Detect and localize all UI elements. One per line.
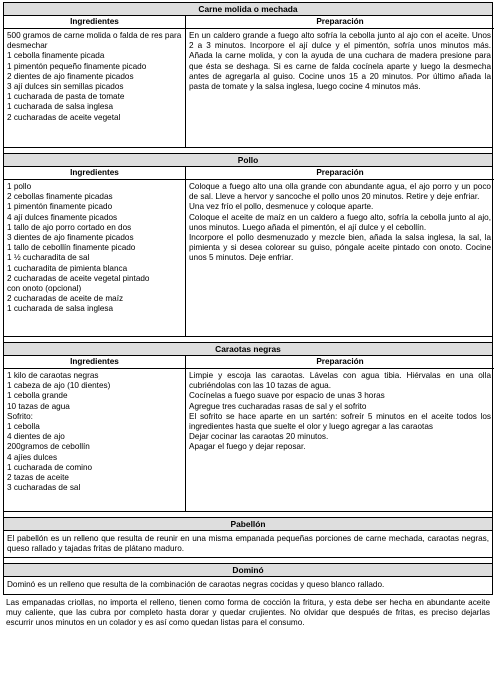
list-item: 1 pimentón finamente picado — [7, 202, 113, 212]
list-item: 1 cebolla — [7, 422, 40, 432]
pabellon-description: El pabellón es un relleno que resulta de reunir en una misma empanada pequeñas porciones de carne mechada, caraotas negras, queso rallado y tajadas fritas de plátano maduro. — [3, 531, 493, 558]
recipe-document — [3, 2, 493, 631]
list-item: 1 kilo de caraotas negras — [7, 371, 99, 380]
list-item: 1 cucharada de pasta de tomate — [7, 92, 125, 102]
list-item: En un caldero grande a fuego alto sofría la cebolla junto al ajo con el aceite. Unos 2 a 3 minutos. Incorpore el ají dulce y el pimentón, sofría unos minutos más. Añada la carne molida, y con la ayuda de una cuchara de madera presione para que ésta se deshaga. Si es carne de falda cocínela aparte y luego la desmecha antes de agregarla al guiso. Cocine unos 15 a 20 minutos. Por último añada la pasta de tomate y la salsa inglesa, luego cocine 4 minutos más. — [189, 31, 491, 92]
ingredients-header: Ingredientes — [4, 167, 186, 180]
list-item: 1 cucharada de salsa inglesa — [7, 102, 114, 112]
list-item: Dejar cocinar las caraotas 20 minutos. — [189, 432, 329, 442]
list-item: 1 pollo — [7, 182, 32, 191]
recipe-table-carne — [3, 16, 493, 147]
list-item: 2 tazas de aceite — [7, 473, 69, 483]
list-item: Cocínelas a fuego suave por espacio de unas 3 horas — [189, 391, 385, 401]
list-item: Una vez frío el pollo, desmenuce y coloque aparte. — [189, 202, 374, 212]
list-item: El sofrito se hace aparte en un sartén: sofreír 5 minutos en el aceite todos los ingredientes hasta que suelte el olor y luego agregar a las caraotas — [189, 411, 491, 432]
list-item: 500 gramos de carne molida o falda de res para desmechar — [7, 31, 182, 51]
list-item: Sofrito: — [7, 411, 33, 421]
preparation-text — [186, 29, 494, 147]
list-item: 1 ½ cucharadita de sal — [7, 253, 90, 263]
ingredients-list — [4, 29, 186, 147]
section-title-carne: Carne molida o mechada — [3, 2, 493, 16]
list-item: 1 tallo de ajo porro cortado en dos — [7, 222, 132, 232]
preparation-header: Preparación — [186, 356, 494, 369]
list-item: Agregue tres cucharadas rasas de sal y el sofrito — [189, 401, 367, 411]
section-title-pabellon: Pabellón — [3, 517, 493, 531]
list-item: 1 pimentón pequeño finamente picado — [7, 61, 147, 71]
list-item: Coloque el aceite de maíz en un caldero a fuego alto, sofría la cebolla junto al ajo, unos minutos. Luego añada el pimentón, el ají dulce y el cebollín. — [189, 212, 491, 232]
ingredients-header: Ingredientes — [4, 356, 186, 369]
list-item: 2 cucharadas de aceite vegetal pintado — [7, 273, 150, 283]
list-item: 3 dientes de ajo finamente picados — [7, 233, 134, 243]
recipe-table-pollo — [3, 167, 493, 336]
list-item: 2 cucharadas de aceite vegetal — [7, 112, 121, 122]
list-item: 1 cabeza de ajo (10 dientes) — [7, 381, 111, 391]
preparation-header: Preparación — [186, 167, 494, 180]
ingredients-header: Ingredientes — [4, 16, 186, 29]
list-item: 2 dientes de ajo finamente picados — [7, 71, 134, 81]
list-item: 2 cucharadas de aceite de maíz — [7, 294, 124, 304]
list-item: 1 tallo de cebollín finamente picado — [7, 243, 136, 253]
list-item: Limpie y escoja las caraotas. Lávelas con agua tibia. Hiérvalas en una olla cubriéndolas con las 10 tazas de agua. — [189, 371, 491, 391]
section-title-domino: Dominó — [3, 563, 493, 577]
list-item: 1 cucharadita de pimienta blanca — [7, 263, 128, 273]
section-title-caraotas: Caraotas negras — [3, 342, 493, 356]
list-item: 1 cebolla finamente picada — [7, 51, 105, 61]
list-item: 2 cebollas finamente picadas — [7, 192, 113, 202]
list-item: 3 cucharadas de sal — [7, 483, 81, 493]
list-item: 1 cucharada de comino — [7, 462, 93, 472]
list-item: Coloque a fuego alto una olla grande con abundante agua, el ajo porro y un poco de sal. Lleve a hervor y sancoche el pollo unos 20 minutos. Retire y deje enfriar. — [189, 182, 491, 202]
list-item: 3 ají dulces sin semillas picados — [7, 82, 124, 92]
ingredients-list — [4, 369, 186, 511]
section-title-pollo: Pollo — [3, 153, 493, 167]
list-item: Incorpore el pollo desmenuzado y mezcle bien, añada la salsa inglesa, la sal, la pimienta y si desea colorear su guiso, póngale aceite pintado con onoto. Cocine unos 5 minutos. Deje enfriar. — [189, 233, 491, 263]
frying-note: Las empanadas criollas, no importa el relleno, tienen como forma de cocción la fritura, y esta debe ser hecha en abundante aceite muy caliente, que las cubra por completo hasta dorar y quedar crujientes. No olvidar que después de fritas, es preciso dejarlas escurrir unos minutos en un colador y es así como quedan listas para el consumo. — [6, 597, 490, 628]
list-item: 1 cucharada de salsa inglesa — [7, 304, 114, 314]
preparation-text — [186, 369, 494, 511]
ingredients-list — [4, 180, 186, 336]
list-item: 4 ajíes dulces — [7, 452, 58, 462]
domino-description: Dominó es un relleno que resulta de la combinación de caraotas negras cocidas y queso blanco rallado. — [3, 577, 493, 594]
list-item: con onoto (opcional) — [7, 284, 82, 294]
list-item: 4 ají dulces finamente picados — [7, 212, 118, 222]
list-item: 1 cebolla grande — [7, 391, 68, 401]
preparation-header: Preparación — [186, 16, 494, 29]
preparation-text — [186, 180, 494, 336]
list-item: Apagar el fuego y dejar reposar. — [189, 442, 306, 452]
list-item: 200gramos de cebollín — [7, 442, 90, 452]
recipe-table-caraotas — [3, 356, 493, 511]
list-item: 4 dientes de ajo — [7, 432, 65, 442]
list-item: 10 tazas de agua — [7, 401, 70, 411]
